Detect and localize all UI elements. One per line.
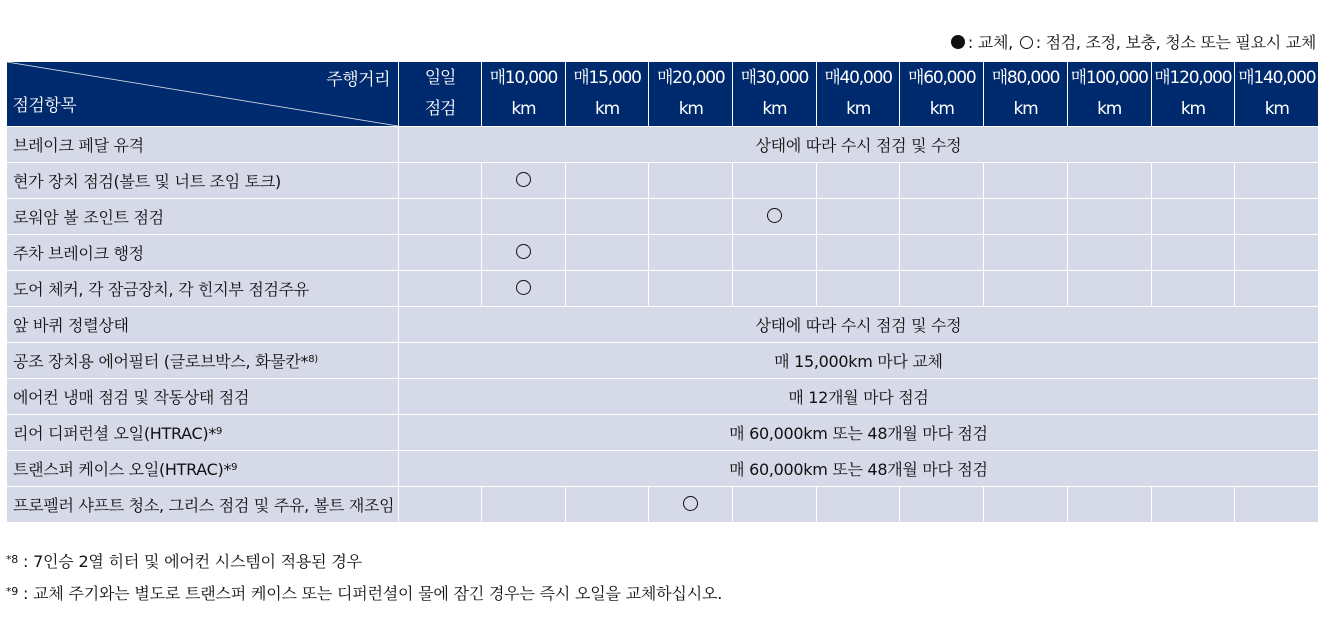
schedule-cell (399, 235, 482, 271)
inspect-circle-icon (683, 496, 698, 511)
schedule-cell (984, 163, 1068, 199)
schedule-cell (649, 271, 733, 307)
row-item-name (7, 487, 399, 523)
footnote-symbol: *9 (6, 585, 19, 598)
schedule-cell (565, 235, 649, 271)
row-item-name (7, 271, 399, 307)
schedule-cell (900, 163, 984, 199)
schedule-cell (816, 199, 900, 235)
row-item-text: 트랜스퍼 케이스 오일(HTRAC)* (13, 460, 232, 479)
row-schedule-note: 상태에 따라 수시 점검 및 수정 (399, 307, 1319, 343)
schedule-cell (984, 271, 1068, 307)
schedule-cell (1067, 271, 1151, 307)
table-row (7, 199, 1319, 235)
schedule-cell (984, 235, 1068, 271)
header-interval (733, 62, 817, 127)
header-interval-value: 매80,000 (991, 68, 1060, 88)
schedule-cell (649, 163, 733, 199)
inspect-circle-icon (767, 208, 782, 223)
row-item-name (7, 343, 399, 379)
header-interval-unit: km (1180, 99, 1205, 119)
schedule-cell (565, 487, 649, 523)
row-item-text: 리어 디퍼런셜 오일(HTRAC)* (13, 424, 217, 443)
schedule-cell (1067, 235, 1151, 271)
schedule-cell (1235, 235, 1319, 271)
table-row (7, 307, 1319, 343)
header-interval (565, 62, 649, 127)
table-row (7, 271, 1319, 307)
header-interval (900, 62, 984, 127)
footnote-text: : 7인승 2열 히터 및 에어컨 시스템이 적용된 경우 (18, 552, 362, 571)
row-item-text: 에어컨 냉매 점검 및 작동상태 점검 (13, 388, 250, 407)
header-interval-unit: km (1013, 99, 1038, 119)
schedule-cell (482, 199, 566, 235)
row-item-footnote-ref: 8) (308, 354, 318, 365)
schedule-cell (1067, 163, 1151, 199)
header-interval-value: 매15,000 (573, 68, 641, 88)
table-row (7, 163, 1319, 199)
schedule-cell (816, 487, 900, 523)
table-row (7, 343, 1319, 379)
header-interval (1067, 62, 1151, 127)
row-item-name (7, 451, 399, 487)
schedule-cell (1235, 163, 1319, 199)
table-body (7, 127, 1319, 523)
header-interval-unit: km (846, 99, 871, 119)
footnote (6, 545, 722, 577)
header-interval (1151, 62, 1235, 127)
schedule-cell (900, 487, 984, 523)
schedule-cell (565, 271, 649, 307)
legend (951, 30, 1316, 53)
schedule-cell (649, 235, 733, 271)
inspect-circle-icon (516, 280, 531, 295)
schedule-cell (733, 163, 817, 199)
legend-inspect-label: : 점검, 조정, 보충, 청소 또는 필요시 교체 (1035, 33, 1316, 52)
header-interval-value: 매60,000 (908, 68, 976, 88)
row-item-text: 앞 바퀴 정렬상태 (13, 316, 129, 335)
header-interval-unit: km (1264, 99, 1289, 119)
table-row (7, 235, 1319, 271)
row-item-text: 현가 장치 점검(볼트 및 너트 조임 토크) (13, 172, 281, 191)
header-interval-unit: km (511, 99, 536, 119)
schedule-cell (565, 163, 649, 199)
schedule-cell (984, 487, 1068, 523)
header-interval (1235, 62, 1319, 127)
row-item-name (7, 235, 399, 271)
schedule-cell (1151, 487, 1235, 523)
header-daily-line2: 점검 (424, 99, 456, 119)
schedule-cell (816, 163, 900, 199)
table-header-row (7, 62, 1319, 127)
row-item-footnote-ref: 9 (231, 462, 238, 473)
header-mileage-label: 주행거리 (326, 70, 390, 90)
filled-circle-icon (951, 35, 965, 49)
header-interval (984, 62, 1068, 127)
header-interval-unit: km (1097, 99, 1122, 119)
row-item-text: 도어 체커, 각 잠금장치, 각 힌지부 점검주유 (13, 280, 309, 299)
legend-replace-label: : 교체, (967, 33, 1013, 52)
inspect-circle-icon (516, 244, 531, 259)
header-interval-value: 매40,000 (824, 68, 892, 88)
table-row (7, 379, 1319, 415)
schedule-cell (482, 271, 566, 307)
schedule-cell (1151, 163, 1235, 199)
schedule-cell (649, 487, 733, 523)
maintenance-schedule-table (6, 62, 1319, 523)
footnote-text: : 교체 주기와는 별도로 트랜스퍼 케이스 또는 디퍼런셜이 물에 잠긴 경우는 즉시 오일을 교체하십시오. (18, 584, 723, 603)
schedule-cell (900, 271, 984, 307)
row-schedule-note: 매 12개월 마다 점검 (399, 379, 1319, 415)
schedule-cell (1151, 271, 1235, 307)
header-interval-value: 매100,000 (1070, 68, 1148, 88)
row-item-name (7, 163, 399, 199)
header-interval-unit: km (678, 99, 703, 119)
schedule-cell (482, 163, 566, 199)
header-interval-value: 매140,000 (1238, 68, 1316, 88)
footnote (6, 577, 722, 609)
row-item-text: 공조 장치용 에어필터 (글로브박스, 화물칸* (13, 352, 309, 371)
schedule-cell (399, 199, 482, 235)
header-corner-cell (7, 62, 399, 127)
header-interval (482, 62, 566, 127)
schedule-cell (1235, 271, 1319, 307)
schedule-cell (1067, 487, 1151, 523)
row-schedule-note: 매 60,000km 또는 48개월 마다 점검 (399, 415, 1319, 451)
schedule-cell (1067, 199, 1151, 235)
row-item-name (7, 379, 399, 415)
schedule-cell (900, 235, 984, 271)
schedule-cell (1151, 199, 1235, 235)
schedule-cell (1235, 199, 1319, 235)
schedule-cell (482, 235, 566, 271)
schedule-cell (1235, 487, 1319, 523)
row-item-name (7, 415, 399, 451)
header-interval-value: 매120,000 (1154, 68, 1232, 88)
row-item-text: 프로펠러 샤프트 청소, 그리스 점검 및 주유, 볼트 재조임 (13, 496, 395, 515)
schedule-cell (399, 271, 482, 307)
row-schedule-note: 매 15,000km 마다 교체 (399, 343, 1319, 379)
schedule-cell (816, 235, 900, 271)
header-interval-value: 매10,000 (489, 68, 558, 88)
row-item-name (7, 307, 399, 343)
table-row (7, 451, 1319, 487)
inspect-circle-icon (516, 172, 531, 187)
header-daily-line1: 일일 (424, 68, 456, 88)
header-interval-unit: km (595, 99, 620, 119)
row-schedule-note: 상태에 따라 수시 점검 및 수정 (399, 127, 1319, 163)
header-interval (816, 62, 900, 127)
table-row (7, 127, 1319, 163)
row-item-text: 주차 브레이크 행정 (13, 244, 144, 263)
schedule-cell (1151, 235, 1235, 271)
schedule-cell (649, 199, 733, 235)
open-circle-icon (1020, 36, 1033, 49)
footnotes (6, 545, 722, 609)
schedule-cell (733, 487, 817, 523)
header-item-label: 점검항목 (12, 96, 77, 116)
schedule-cell (482, 487, 566, 523)
row-item-name (7, 199, 399, 235)
schedule-cell (984, 199, 1068, 235)
table-row (7, 415, 1319, 451)
schedule-cell (733, 235, 817, 271)
row-item-footnote-ref: 9 (216, 426, 223, 437)
row-item-text: 로워암 볼 조인트 점검 (13, 208, 164, 227)
row-item-text: 브레이크 페달 유격 (13, 136, 144, 155)
header-interval-value: 매20,000 (656, 68, 725, 88)
schedule-cell (733, 199, 817, 235)
schedule-cell (565, 199, 649, 235)
schedule-cell (900, 199, 984, 235)
header-interval-value: 매30,000 (740, 68, 809, 88)
header-interval-unit: km (929, 99, 954, 119)
header-interval (649, 62, 733, 127)
footnote-symbol: *8 (6, 553, 19, 566)
schedule-cell (816, 271, 900, 307)
header-interval-unit: km (762, 99, 787, 119)
schedule-cell (399, 487, 482, 523)
schedule-cell (733, 271, 817, 307)
row-item-name (7, 127, 399, 163)
header-daily-check (399, 62, 482, 127)
schedule-cell (399, 163, 482, 199)
row-schedule-note: 매 60,000km 또는 48개월 마다 점검 (399, 451, 1319, 487)
table-row (7, 487, 1319, 523)
